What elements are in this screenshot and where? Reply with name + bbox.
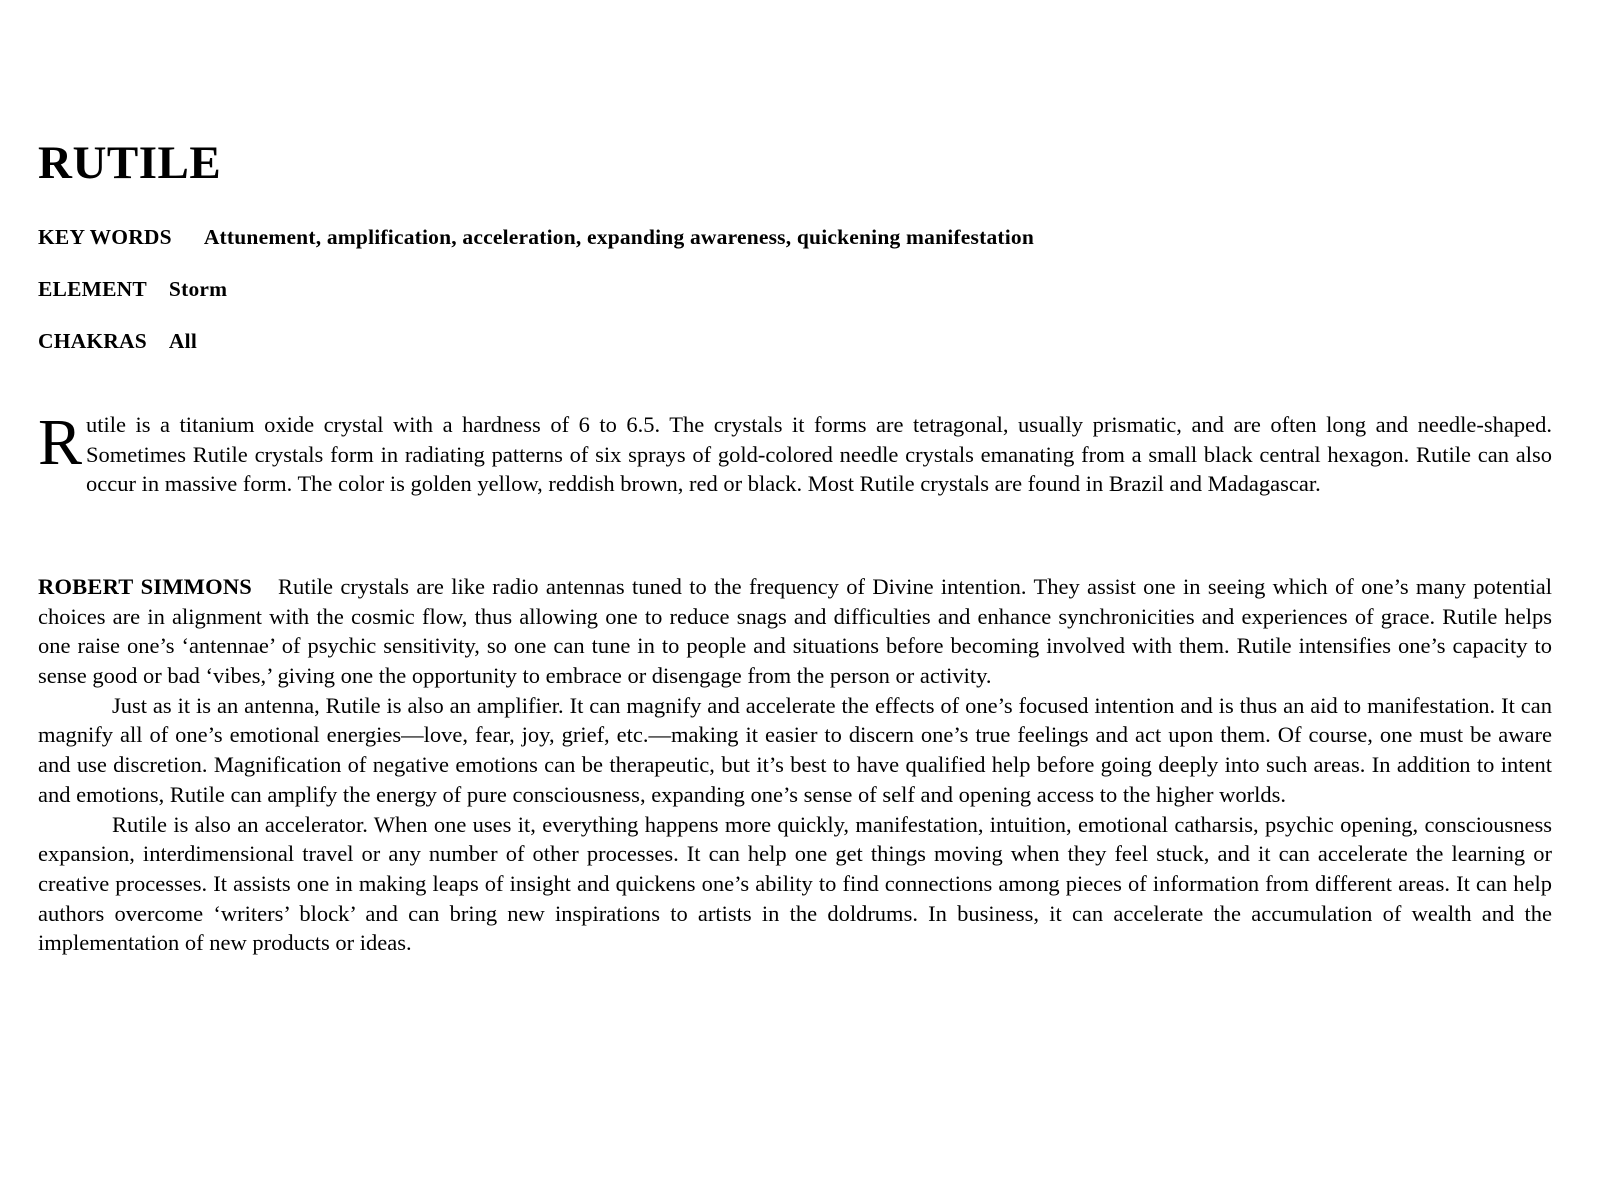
- section-spacer: [38, 506, 1552, 572]
- robert-simmons-paragraph-3: Rutile is also an accelerator. When one uses it, everything happens more quickly, manifestation, intuition, emotional catharsis, psychic opening, consciousness expansion, interdimensional travel or any number of other processes. It can help one get things moving when they feel stuck, and it can accelerate the learning or creative processes. It assists one in making leaps of insight and quickens one’s ability to find connections among pieces of information from different areas. It can help authors overcome ‘writers’ block’ and can bring new inspirations to artists in the doldrums. In business, it can accelerate the accumulation of wealth and the implementation of new products or ideas.: [38, 811, 1552, 956]
- body-content: [38, 406, 1552, 958]
- metadata-value-chakras: All: [168, 329, 197, 353]
- metadata-value-element: Storm: [168, 277, 228, 301]
- section-label-robert-simmons: ROBERT SIMMONS: [38, 574, 252, 599]
- robert-simmons-paragraph-1: [38, 572, 1552, 691]
- robert-simmons-paragraph-1-text: Rutile crystals are like radio antennas tuned to the frequency of Divine intention. They assist one in seeing which of one’s many potential choices are in alignment with the cosmic flow, thus allowing one to reduce snags and difficulties and enhance synchronicities and experiences of grace. Rutile helps one raise one’s ‘antennae’ of psychic sensitivity, so one can tune in to people and situations before becoming involved with them. Rutile intensifies one’s capacity to sense good or bad ‘vibes,’ giving one the opportunity to embrace or disengage from the person or activity.: [38, 574, 1552, 689]
- robert-simmons-paragraph-2: Just as it is an antenna, Rutile is also an amplifier. It can magnify and accelerate the effects of one’s focused intention and is thus an aid to manifestation. It can magnify all of one’s emotional energies—love, fear, joy, grief, etc.—making it easier to discern one’s true feelings and act upon them. Of course, one must be aware and use discretion. Magnification of negative emotions can be therapeutic, but it’s best to have qualified help before going deeply into such areas. In addition to intent and emotions, Rutile can amplify the energy of pure consciousness, expanding one’s sense of self and opening access to the higher worlds.: [38, 692, 1552, 807]
- metadata-label-chakras: CHAKRAS: [38, 329, 147, 353]
- metadata-value-key-words: Attunement, amplification, acceleration, expanding awareness, quickening manifestation: [203, 225, 1035, 249]
- metadata-row-chakras: [38, 329, 1552, 354]
- page-title: RUTILE: [38, 137, 222, 189]
- metadata-row-element: [38, 277, 1552, 302]
- intro-paragraph-text: utile is a titanium oxide crystal with a hardness of 6 to 6.5. The crystals it forms are tetragonal, usually prismatic, and are often long and needle-shaped. Sometimes Rutile crystals form in radiating patterns of six sprays of gold-colored needle crystals emanating from a small black central hexagon. Rutile can also occur in massive form. The color is golden yellow, reddish brown, red or black. Most Rutile crystals are found in Brazil and Madagascar.: [86, 412, 1552, 497]
- intro-paragraph: [38, 406, 1552, 506]
- metadata-label-key-words: KEY WORDS: [38, 225, 172, 249]
- metadata-row-key-words: [38, 225, 1552, 250]
- drop-cap-letter: R: [38, 406, 83, 479]
- metadata-label-element: ELEMENT: [38, 277, 147, 301]
